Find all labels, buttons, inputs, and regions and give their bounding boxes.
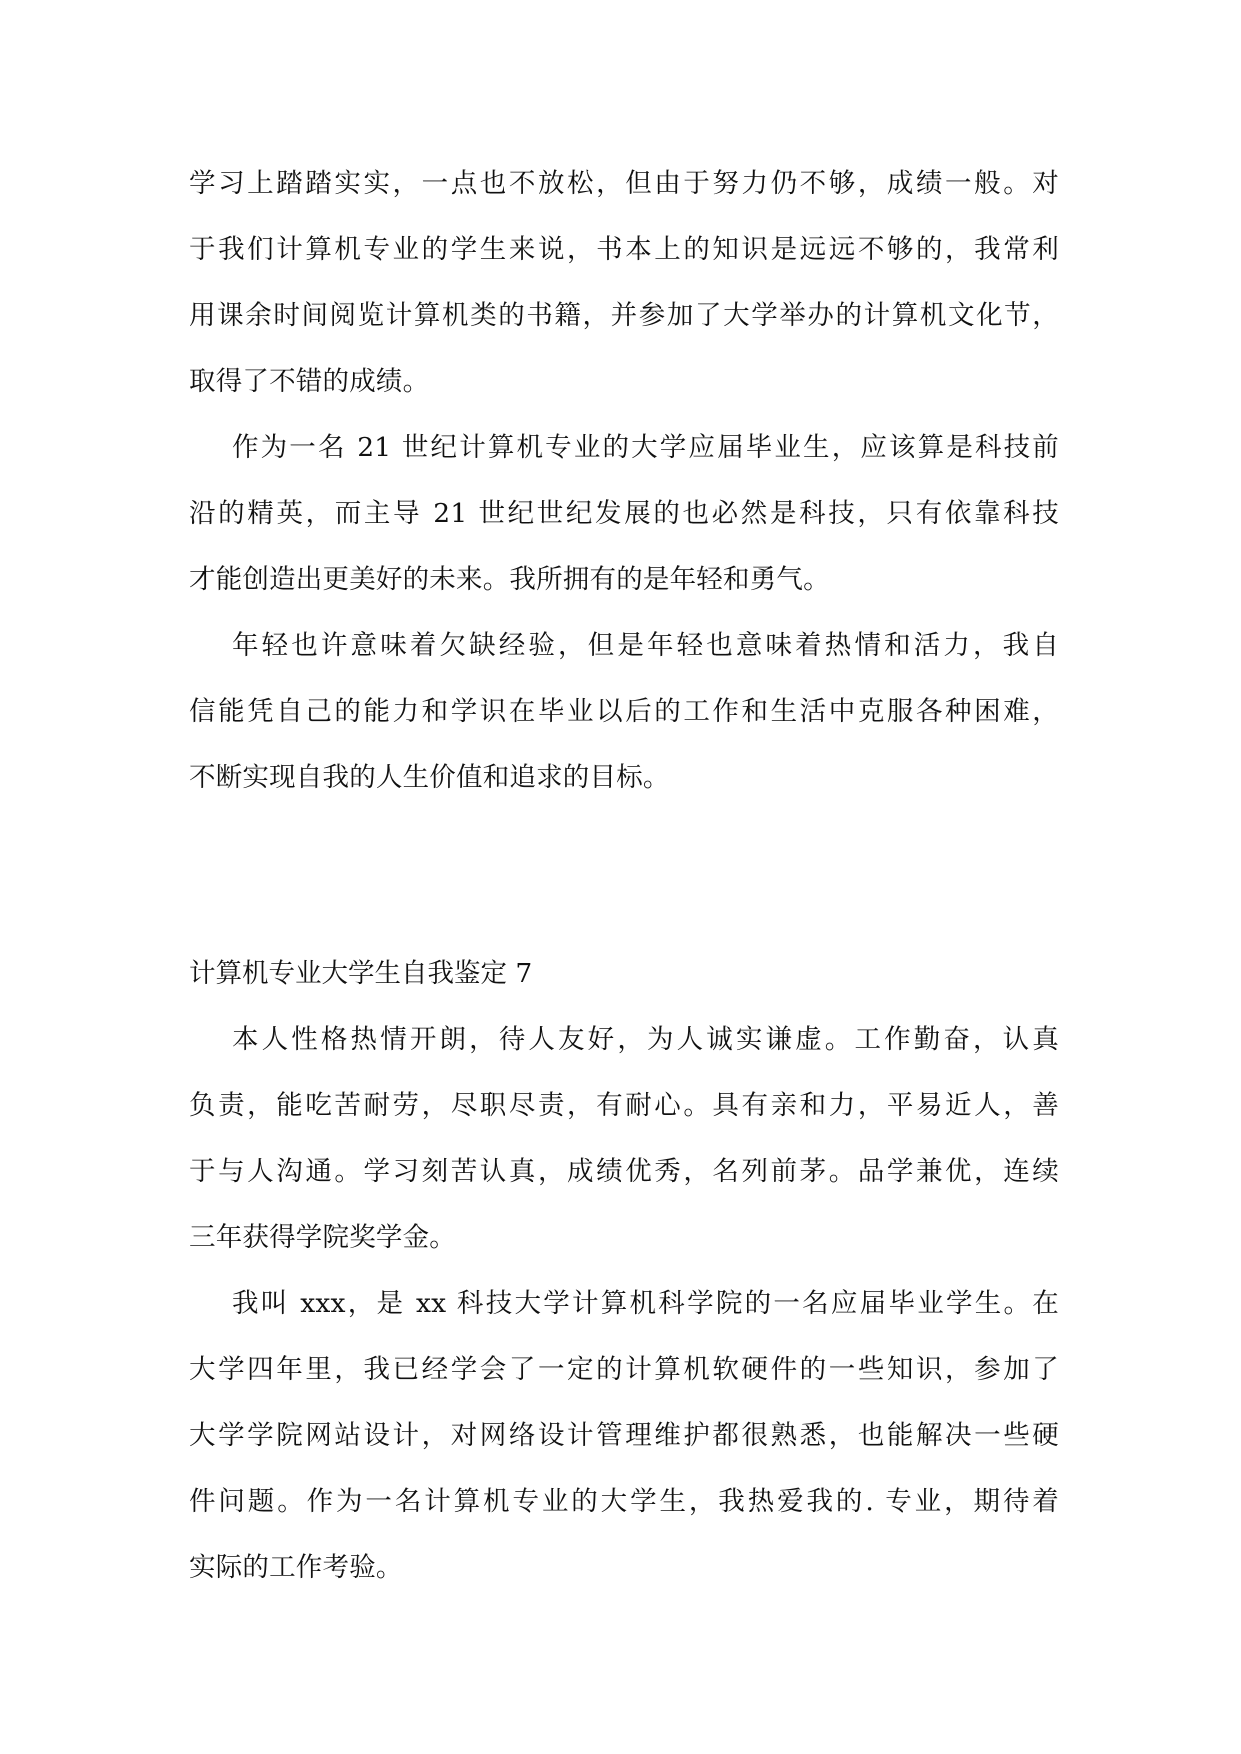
section-heading: 计算机专业大学生自我鉴定 7: [189, 958, 533, 989]
section-paragraph-2-line-4: 件问题。作为一名计算机专业的大学生，我热爱我的. 专业，期待着: [189, 1486, 1059, 1517]
paragraph-3-line-2: 信能凭自己的能力和学识在毕业以后的工作和生活中克服各种困难，: [189, 696, 1059, 727]
section-paragraph-1-line-1: 本人性格热情开朗，待人友好，为人诚实谦虚。工作勤奋，认真: [232, 1024, 1059, 1055]
section-paragraph-1-line-4: 三年获得学院奖学金。: [189, 1222, 456, 1253]
paragraph-2-line-2: 沿的精英，而主导 21 世纪世纪发展的也必然是科技，只有依靠科技: [189, 498, 1059, 529]
paragraph-1-line-4: 取得了不错的成绩。: [189, 366, 430, 397]
paragraph-1-line-3: 用课余时间阅览计算机类的书籍，并参加了大学举办的计算机文化节，: [189, 300, 1059, 331]
paragraph-1-line-2: 于我们计算机专业的学生来说，书本上的知识是远远不够的，我常利: [189, 234, 1059, 265]
paragraph-2-line-3: 才能创造出更美好的未来。我所拥有的是年轻和勇气。: [189, 564, 830, 595]
paragraph-3-line-1: 年轻也许意味着欠缺经验，但是年轻也意味着热情和活力，我自: [232, 630, 1059, 661]
paragraph-3-line-3: 不断实现自我的人生价值和追求的目标。: [189, 762, 670, 793]
paragraph-2-line-1: 作为一名 21 世纪计算机专业的大学应届毕业生，应该算是科技前: [232, 432, 1059, 463]
paragraph-1-line-1: 学习上踏踏实实，一点也不放松，但由于努力仍不够，成绩一般。对: [189, 168, 1059, 199]
section-paragraph-2-line-2: 大学四年里，我已经学会了一定的计算机软硬件的一些知识，参加了: [189, 1354, 1059, 1385]
section-paragraph-1-line-3: 于与人沟通。学习刻苦认真，成绩优秀，名列前茅。品学兼优，连续: [189, 1156, 1059, 1187]
section-paragraph-2-line-3: 大学学院网站设计，对网络设计管理维护都很熟悉，也能解决一些硬: [189, 1420, 1059, 1451]
section-paragraph-1-line-2: 负责，能吃苦耐劳，尽职尽责，有耐心。具有亲和力，平易近人，善: [189, 1090, 1059, 1121]
section-paragraph-2-line-1: 我叫 xxx，是 xx 科技大学计算机科学院的一名应届毕业学生。在: [232, 1288, 1059, 1319]
section-paragraph-2-line-5: 实际的工作考验。: [189, 1552, 403, 1583]
